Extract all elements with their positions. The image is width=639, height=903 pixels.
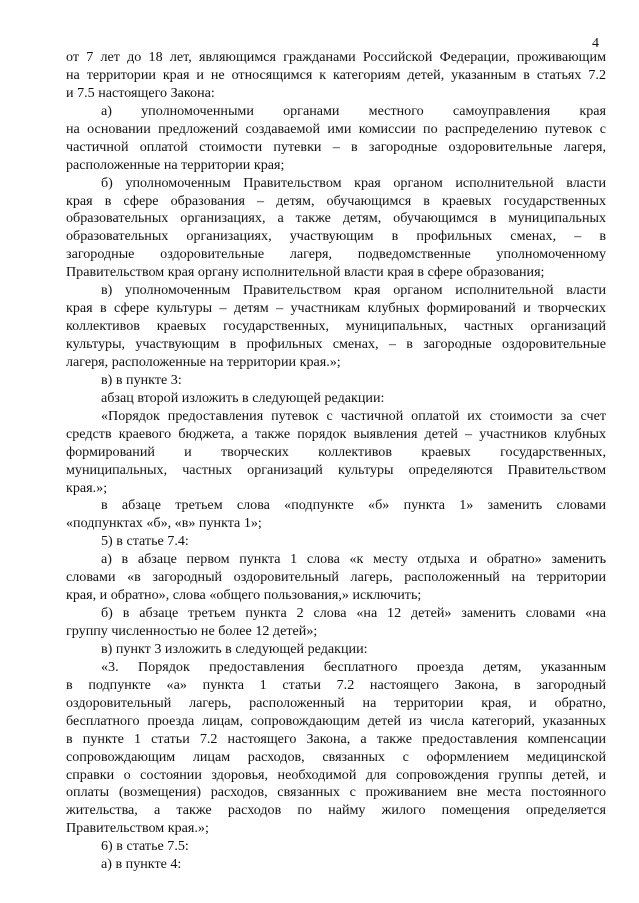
text-line: культуры, участвующим в профильных сменах, – в загородные оздоровительные [66,336,606,352]
page-number: 4 [592,36,599,51]
text-line: 5) в статье 7.4: [101,533,189,550]
text-line: справки о состоянии здоровья, необходимой для сопровождения группы детей, и [66,766,606,783]
text-line: б) в абзаце третьем пункта 2 слова «на 12 детей» заменить словами «на [101,605,606,622]
text-line: от 7 лет до 18 лет, являющимся гражданами Российской Федерации, проживающим [66,49,606,65]
text-line: расположенные на территории края; [66,156,285,173]
text-line: оплаты (возмещения) расходов, связанных с проживанием вне места постоянного [66,784,606,801]
text-line: на территории края и не относящимся к категориям детей, указанным в статьях 7.2 [66,66,606,83]
text-line: 6) в статье 7.5: [101,838,189,855]
text-line: абзац второй изложить в следующей редакции: [101,389,385,406]
text-line: а) в пункте 4: [101,856,182,873]
text-line: в пункте 1 статьи 7.2 настоящего Закона, а также предоставления компенсации [66,730,606,747]
text-line: в) в пункте 3: [101,371,182,388]
text-line: «подпунктах «б», «в» пункта 1»; [66,515,262,532]
text-line: края.»; [66,479,108,496]
text-line: словами «в загородный оздоровительный лагерь, расположенный на территории [66,569,606,586]
text-line: «Порядок предоставления путевок с частичной оплатой их стоимости за счет [101,407,606,424]
text-line: группу численностью не более 12 детей»; [66,623,318,639]
text-line: «3. Порядок предоставления бесплатного проезда детям, указанным [101,658,606,675]
text-line: образовательных организациях, а также детям, обучающимся в муниципальных [66,210,606,227]
text-line: средств краевого бюджета, а также порядок выявления детей – участников клубных [66,425,606,442]
text-line: Правительством края.»; [66,820,209,837]
text-line: края в сфере образования – детям, обучающимся в краевых государственных [66,192,606,209]
text-line: лагеря, расположенные на территории края.»; [66,353,341,370]
text-line: формирований и творческих коллективов краевых государственных, [66,443,606,460]
text-line: и 7.5 настоящего Закона: [66,84,215,101]
text-line: сопровождающим лицам расходов, связанных с оформлением медицинской [66,748,606,765]
text-line: оздоровительный лагерь, расположенный на территории края, и обратно, [66,694,606,711]
document-body [66,49,606,874]
text-line: Правительством края органу исполнительной власти края в сфере образования; [66,264,545,281]
text-line: а) уполномоченными органами местного самоуправления края [101,102,606,119]
text-line: в) пункт 3 изложить в следующей редакции: [101,640,368,657]
text-line: в абзаце третьем слова «подпункте «б» пункта 1» заменить словами [101,497,606,514]
text-line: загородные оздоровительные лагеря, подведомственные уполномоченному [66,246,606,263]
text-line: края, и обратно», слова «общего пользования,» исключить; [66,587,422,604]
text-line: а) в абзаце первом пункта 1 слова «к месту отдыха и обратно» заменить [101,551,606,568]
text-line: б) уполномоченным Правительством края органом исполнительной власти [101,174,606,191]
text-line: бесплатного проезда лицам, сопровождающим детей из числа категорий, указанных [66,712,606,729]
text-line: образовательных организациях, участвующим в профильных сменах, – в [66,228,606,245]
text-line: на основании предложений создаваемой ими комиссии по распределению путевок с [66,120,606,137]
text-line: муниципальных, частных организаций культуры определяются Правительством [66,461,606,478]
text-line: коллективов краевых государственных, муниципальных, частных организаций [66,318,606,335]
text-line: края в сфере культуры – детям – участникам клубных формирований и творческих [66,300,606,317]
text-line: в подпункте «а» пункта 1 статьи 7.2 настоящего Закона, в загородный [66,676,606,693]
text-line: частичной оплатой стоимости путевки – в загородные оздоровительные лагеря, [66,138,606,155]
text-line: жительства, а также расходов по найму жилого помещения определяется [66,802,606,819]
text-line: в) уполномоченным Правительством края органом исполнительной власти [101,282,606,299]
